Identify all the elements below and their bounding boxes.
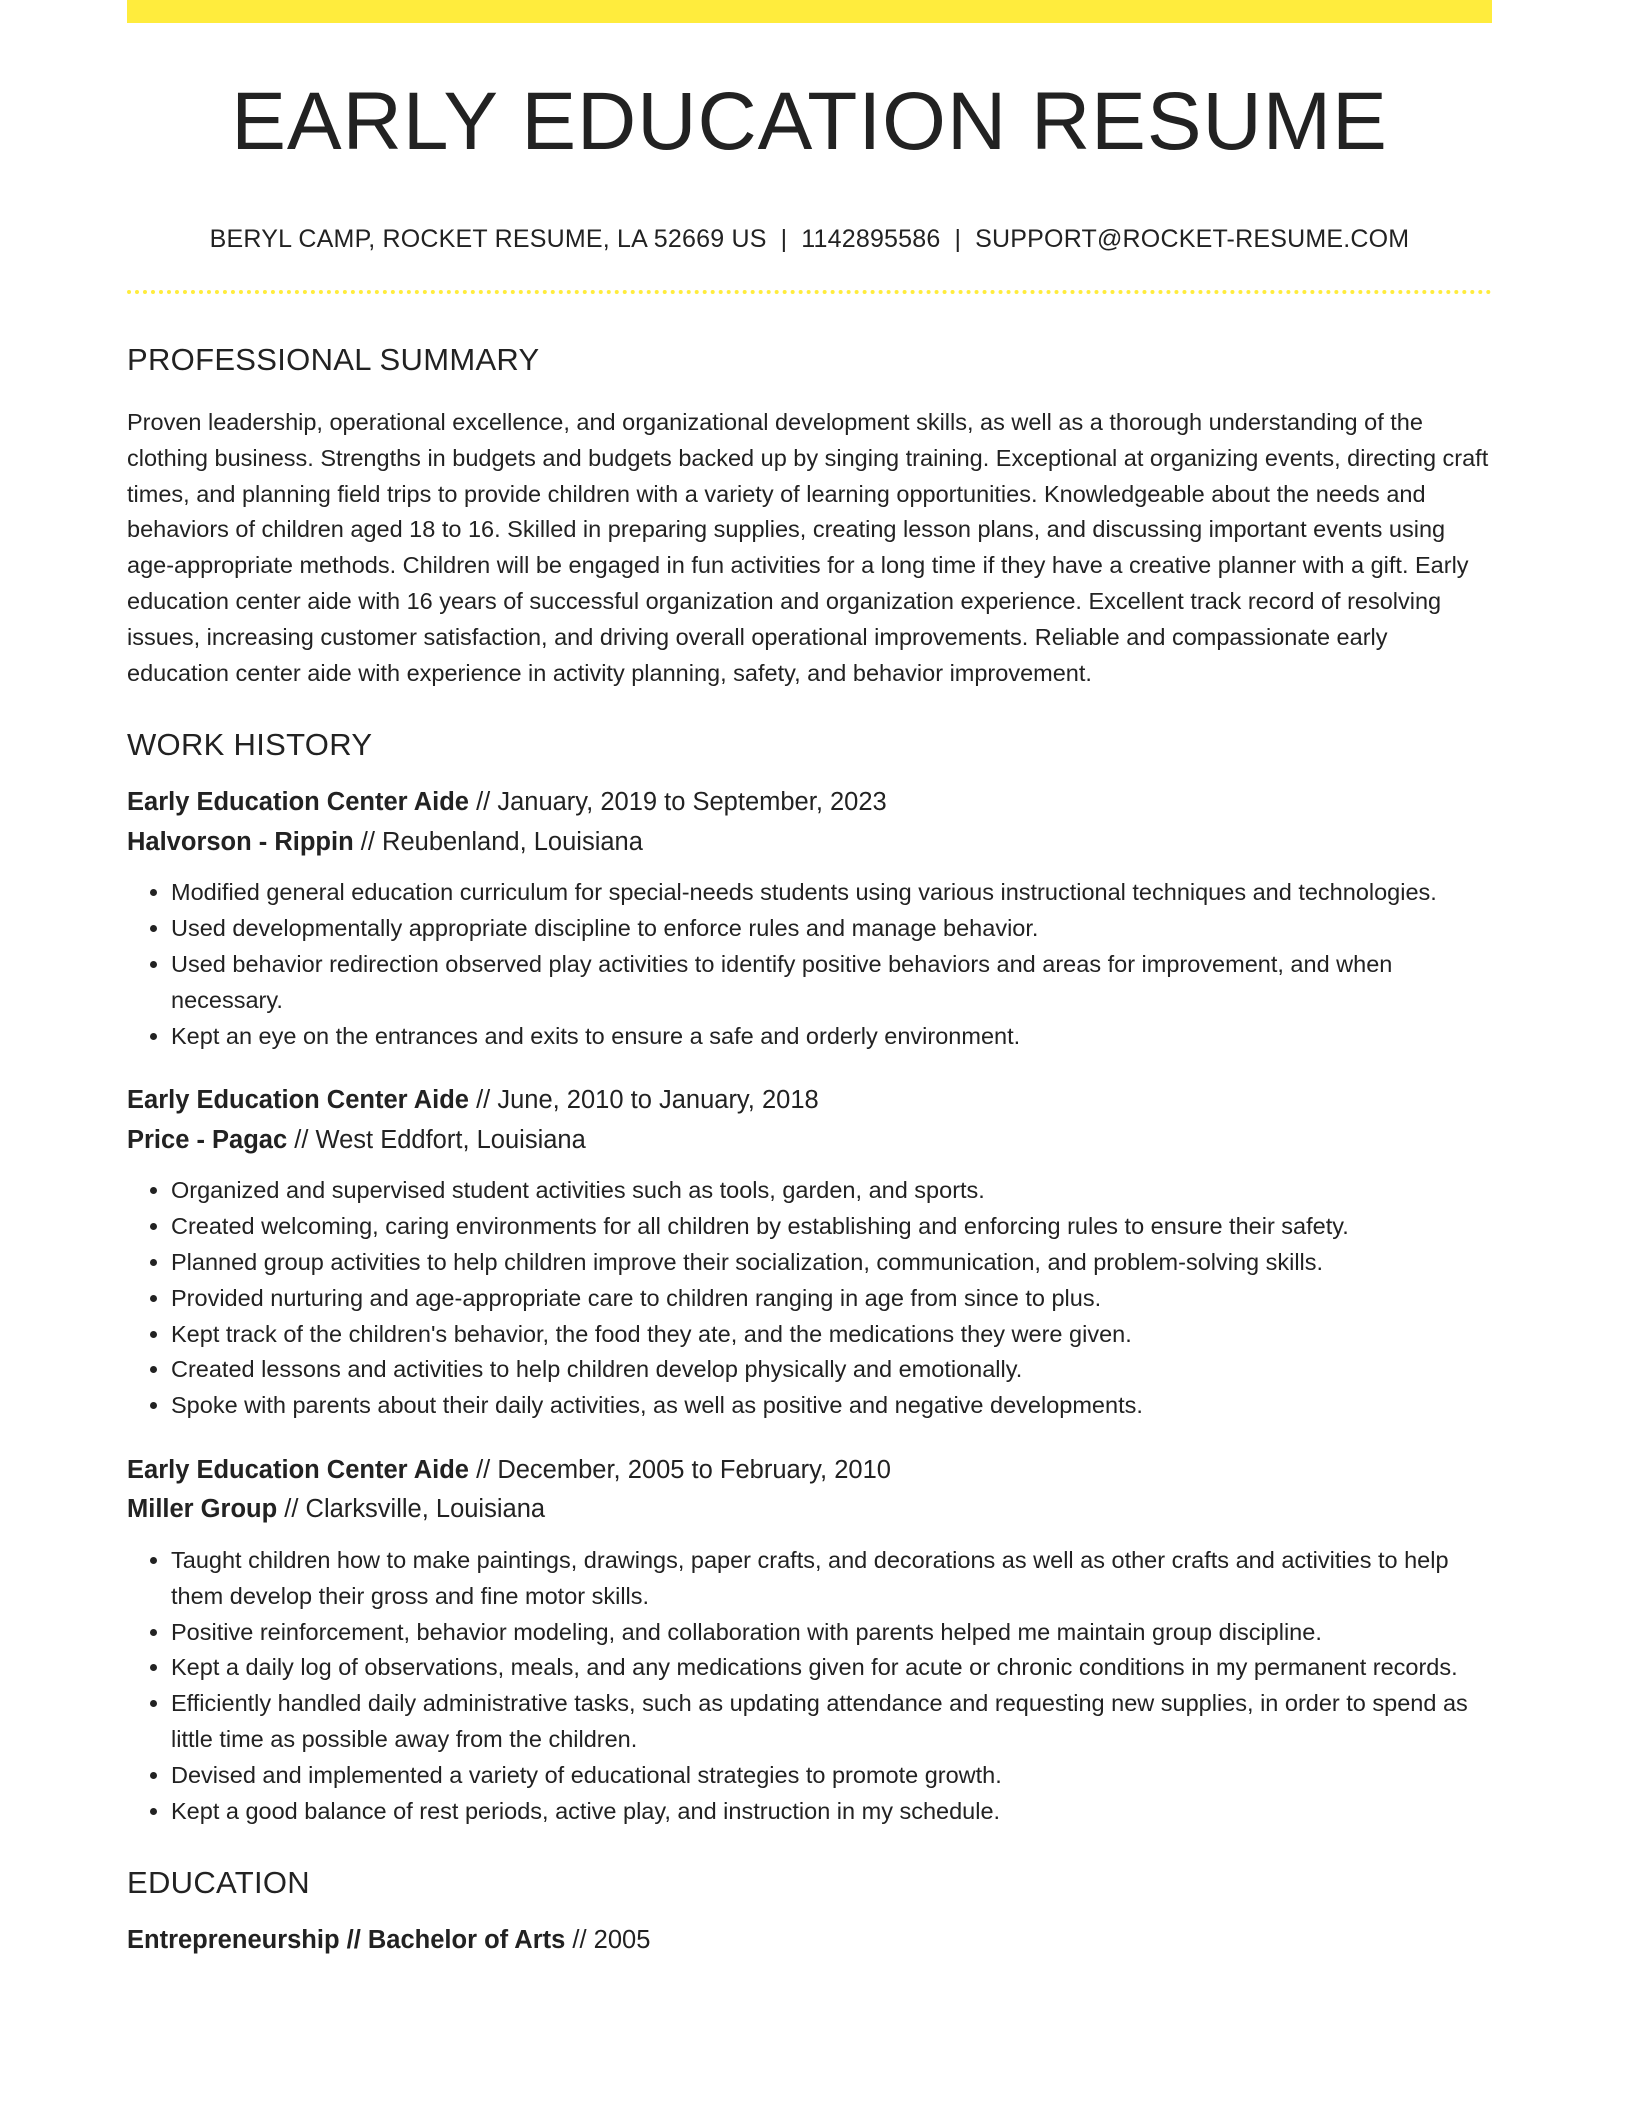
summary-text: Proven leadership, operational excellence, and organizational development skills, as well as a thorough understanding of the clothing business. Strengths in budgets and budgets backed up by singing training. Exceptional at organizing events, directing craft times, and planning field trips to provide children with a variety of learning opportunities. Knowledgeable about the needs and behaviors of children aged 18 to 16. Skilled in preparing supplies, creating lesson plans, and discussing important events using age-appropriate methods. Children will be engaged in fun activities for a long time if they have a creative planner with a gift. Early education center aide with 16 years of successful organization and organization experience. Excellent track record of resolving issues, increasing customer satisfaction, and driving overall operational improvements. Reliable and compassionate early education center aide with experience in activity planning, safety, and behavior improvement. — [127, 409, 1489, 686]
contact-email: SUPPORT@ROCKET-RESUME.COM — [975, 225, 1410, 253]
accent-bar — [127, 0, 1492, 23]
list-item: • Kept a daily log of observations, meals, and any medications given for acute or chronic conditions in my permanent records. — [171, 1650, 1492, 1686]
list-item: • Created welcoming, caring environments for all children by establishing and enforcing rules to ensure their safety. — [171, 1209, 1492, 1245]
dotted-divider — [127, 290, 1492, 294]
contact-phone: 1142895586 — [801, 225, 941, 253]
job-title-line — [127, 790, 1492, 816]
job-title-line — [127, 1088, 1492, 1114]
education-section — [127, 1867, 1492, 1954]
job-title: Early Education Center Aide — [127, 1455, 469, 1484]
list-item: • Devised and implemented a variety of educational strategies to promote growth. — [171, 1758, 1492, 1794]
resume-page — [127, 0, 1492, 1954]
job-bullets — [127, 1543, 1492, 1829]
education-year: // 2005 — [572, 1926, 651, 1955]
job-company-line — [127, 1497, 1492, 1523]
work-heading: WORK HISTORY — [127, 727, 373, 763]
list-item: • Organized and supervised student activities such as tools, garden, and sports. — [171, 1173, 1492, 1209]
job-bullets — [127, 875, 1492, 1054]
job-location: // Clarksville, Louisiana — [284, 1495, 546, 1524]
list-item: • Efficiently handled daily administrative tasks, such as updating attendance and requesting new supplies, in order to spend as little time as possible away from the children. — [171, 1686, 1492, 1758]
job-location: // Reubenland, Louisiana — [360, 827, 643, 856]
list-item: • Spoke with parents about their daily activities, as well as positive and negative developments. — [171, 1388, 1492, 1424]
job-dates: // January, 2019 to September, 2023 — [476, 788, 887, 817]
summary-heading: PROFESSIONAL SUMMARY — [127, 342, 540, 377]
job-entry — [127, 1088, 1492, 1424]
job-title: Early Education Center Aide — [127, 1086, 469, 1115]
list-item: • Used developmentally appropriate discipline to enforce rules and manage behavior. — [171, 911, 1492, 947]
job-entry — [127, 1455, 1492, 1829]
job-company: Halvorson - Rippin — [127, 827, 354, 856]
list-item: • Used behavior redirection observed play activities to identify positive behaviors and areas for improvement, and when necessary. — [171, 947, 1492, 1019]
job-company-line — [127, 1125, 1492, 1154]
list-item: • Positive reinforcement, behavior modeling, and collaboration with parents helped me maintain group discipline. — [171, 1615, 1492, 1651]
list-item: • Planned group activities to help children improve their socialization, communication, and problem-solving skills. — [171, 1245, 1492, 1281]
contact-separator: | — [954, 225, 962, 253]
job-company: Miller Group — [127, 1495, 278, 1524]
list-item: • Kept track of the children's behavior, the food they ate, and the medications they were given. — [171, 1317, 1492, 1353]
education-heading: EDUCATION — [127, 1865, 310, 1901]
contact-address: BERYL CAMP, ROCKET RESUME, LA 52669 US — [209, 225, 767, 253]
list-item: • Provided nurturing and age-appropriate care to children ranging in age from since to plus. — [171, 1281, 1492, 1317]
list-item: • Created lessons and activities to help children develop physically and emotionally. — [171, 1352, 1492, 1388]
job-location: // West Eddfort, Louisiana — [294, 1125, 586, 1154]
job-company-line — [127, 827, 1492, 856]
page-title: EARLY EDUCATION RESUME — [231, 76, 1388, 167]
job-company: Price - Pagac — [127, 1125, 288, 1154]
education-entry — [127, 1928, 1492, 1954]
list-item: • Taught children how to make paintings, drawings, paper crafts, and decorations as well as other crafts and activities to help them develop their gross and fine motor skills. — [171, 1543, 1492, 1615]
job-bullets — [127, 1173, 1492, 1424]
list-item: • Modified general education curriculum for special-needs students using various instructional techniques and technologies. — [171, 875, 1492, 911]
job-dates: // December, 2005 to February, 2010 — [476, 1455, 891, 1484]
job-title-line — [127, 1455, 1492, 1484]
contact-separator: | — [780, 225, 788, 253]
summary-section — [127, 344, 1492, 691]
job-entry — [127, 790, 1492, 1054]
education-degree: Entrepreneurship // Bachelor of Arts — [127, 1926, 566, 1955]
list-item: • Kept a good balance of rest periods, active play, and instruction in my schedule. — [171, 1794, 1492, 1830]
list-item: • Kept an eye on the entrances and exits to ensure a safe and orderly environment. — [171, 1019, 1492, 1055]
work-history-section — [127, 729, 1492, 1829]
job-dates: // June, 2010 to January, 2018 — [476, 1086, 819, 1115]
job-title: Early Education Center Aide — [127, 788, 469, 817]
contact-line — [127, 227, 1492, 252]
